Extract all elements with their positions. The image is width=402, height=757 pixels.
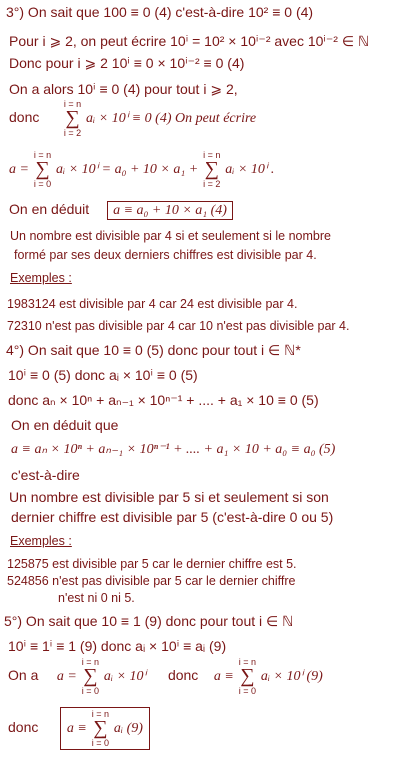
section3-heading: 3°) On sait que 100 ≡ 0 (4) c'est-à-dire 10² ≡ 0 (4) <box>6 4 314 20</box>
formula-lhs: a = <box>56 669 77 685</box>
example-line: 524856 n'est pas divisible par 5 car le dernier chiffre <box>7 574 296 588</box>
rule-text: Un nombre est divisible par 4 si et seulement si le nombre <box>10 229 331 243</box>
word-donc: donc <box>9 109 40 126</box>
formula-expansion-line <box>9 150 274 189</box>
formula-sum-line <box>8 657 323 696</box>
sum-upper-limit: i = n <box>203 150 221 160</box>
boxed-result <box>60 707 150 750</box>
text-line: On en déduit que <box>11 417 119 433</box>
rule-parenthetical: (c'est-à-dire 0 ou 5) <box>212 509 334 525</box>
sum-symbol <box>239 657 256 696</box>
sum-symbol <box>34 150 51 189</box>
formula-lhs: a = <box>9 162 29 178</box>
sum-upper-limit: i = n <box>63 99 82 109</box>
final-line <box>8 707 150 750</box>
sum-symbol <box>82 657 99 696</box>
sum-symbol <box>92 709 109 748</box>
sum-symbol <box>203 150 220 189</box>
deduction-line <box>9 202 233 218</box>
formula-text: aᵢ × 10ⁱ ≡ 0 (4) On peut écrire <box>86 111 257 127</box>
formula-line: a ≡ aₙ × 10ⁿ + aₙ₋₁ × 10ⁿ⁻¹ + .... + a₁ × 10 + a₀ ≡ a₀ (5) <box>11 442 336 457</box>
sum-lower-limit: i = 0 <box>33 179 52 189</box>
formula-text: aᵢ (9) <box>113 721 143 737</box>
formula-text: aᵢ × 10ⁱ . <box>225 162 275 178</box>
section4-heading: 4°) On sait que 10 ≡ 0 (5) donc pour tout i ∈ ℕ* <box>6 342 301 358</box>
sum-lower-limit: i = 2 <box>203 179 221 189</box>
deduction-label: On en déduit <box>9 201 90 217</box>
sum-lower-limit: i = 0 <box>238 686 256 696</box>
sigma-glyph: ∑ <box>93 717 108 739</box>
sum-symbol <box>64 99 81 138</box>
rule-text: formé par ses deux derniers chiffres est divisible par 4. <box>14 248 317 262</box>
section5-heading: 5°) On sait que 10 ≡ 1 (9) donc pour tout i ∈ ℕ <box>4 613 294 629</box>
example-line: 72310 n'est pas divisible par 4 car 10 n'est pas divisible par 4. <box>7 319 350 333</box>
formula-lhs: a ≡ <box>213 669 234 685</box>
example-line: n'est ni 0 ni 5. <box>58 591 135 605</box>
example-line: 125875 est divisible par 5 car le dernier chiffre est 5. <box>7 557 297 571</box>
text-line: Donc pour i ⩾ 2 10ⁱ ≡ 0 × 10ⁱ⁻² ≡ 0 (4) <box>9 55 245 71</box>
sigma-glyph: ∑ <box>204 158 219 180</box>
text-line: 10ⁱ ≡ 0 (5) donc aᵢ × 10ⁱ ≡ 0 (5) <box>8 367 198 383</box>
sum-upper-limit: i = n <box>33 150 52 160</box>
word-donc: donc <box>167 667 199 684</box>
formula-text: aᵢ × 10ⁱ = a₀ + 10 × a₁ + <box>56 162 199 178</box>
text-line: Pour i ⩾ 2, on peut écrire 10ⁱ = 10² × 10ⁱ⁻² avec 10ⁱ⁻² ∈ ℕ <box>9 33 370 49</box>
rule-text: Un nombre est divisible par 5 si et seulement si son <box>9 489 329 505</box>
text-line: On a alors 10ⁱ ≡ 0 (4) pour tout i ⩾ 2, <box>9 81 238 97</box>
formula-text: aᵢ × 10ⁱ <box>103 669 147 685</box>
text-line: donc aₙ × 10ⁿ + aₙ₋₁ × 10ⁿ⁻¹ + .... + a₁ × 10 ≡ 0 (5) <box>8 392 319 408</box>
sum-upper-limit: i = n <box>91 709 109 719</box>
example-line: 1983124 est divisible par 4 car 24 est divisible par 4. <box>7 297 298 311</box>
sum-upper-limit: i = n <box>238 657 256 667</box>
formula-lhs: a ≡ <box>66 721 87 737</box>
sum-lower-limit: i = 0 <box>81 686 99 696</box>
sum-lower-limit: i = 0 <box>91 738 109 748</box>
rule-text-line <box>11 510 333 524</box>
sigma-glyph: ∑ <box>83 665 98 687</box>
boxed-result: a ≡ a₀ + 10 × a₁ (4) <box>107 201 233 220</box>
text-line: 10ⁱ ≡ 1ⁱ ≡ 1 (9) donc aᵢ × 10ⁱ ≡ aᵢ (9) <box>8 638 227 654</box>
sigma-glyph: ∑ <box>35 158 50 180</box>
formula-sum-line <box>9 99 256 138</box>
sigma-glyph: ∑ <box>240 665 255 687</box>
sigma-glyph: ∑ <box>65 107 80 129</box>
formula-text: aᵢ × 10ⁱ (9) <box>260 669 323 685</box>
examples-heading: Exemples : <box>10 271 72 285</box>
sum-upper-limit: i = n <box>81 657 99 667</box>
word-donc: donc <box>8 719 39 736</box>
text-line: c'est-à-dire <box>11 467 80 483</box>
sum-lower-limit: i = 2 <box>63 128 82 138</box>
examples-heading: Exemples : <box>10 534 72 548</box>
rule-text: dernier chiffre est divisible par 5 <box>11 509 209 525</box>
word-on-a: On a <box>8 667 39 684</box>
